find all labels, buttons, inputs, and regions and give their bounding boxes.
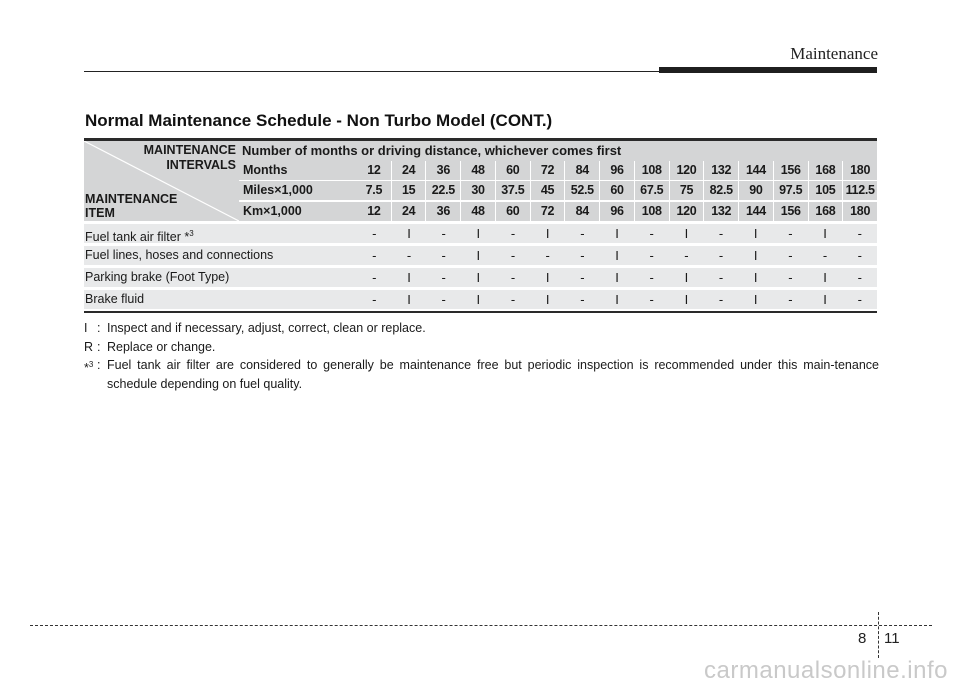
schedule-cell: - [580,292,585,307]
table-row [84,268,877,287]
interval-cell: 144 [738,161,773,180]
interval-cell: 36 [425,161,460,180]
schedule-cell: - [372,292,377,307]
interval-cell: 36 [425,202,460,221]
schedule-cell: - [545,248,550,263]
schedule-cell: I [545,270,550,285]
corner-intervals-line2: INTERVALS [166,158,236,172]
maintenance-item-name [84,246,357,265]
row-separator [239,200,877,201]
legend-notes [84,319,879,393]
interval-row [239,202,877,221]
schedule-cell: - [372,270,377,285]
interval-cell: 52.5 [564,181,599,200]
schedule-cell: - [441,270,446,285]
interval-cell: 105 [808,181,843,200]
schedule-cell: - [788,270,793,285]
schedule-cell: I [615,248,619,263]
interval-row [239,161,877,180]
maintenance-item-name [84,268,357,287]
interval-cell: 90 [738,181,773,200]
note-footnote-text: Fuel tank air filter are considered to generally be maintenance free but periodic inspection is recommended under this main-tenance schedule depending on fuel quality. [107,358,879,391]
interval-cell: 48 [460,161,495,180]
note-colon: : [97,358,101,372]
schedule-cell: - [718,292,724,307]
schedule-cell: - [580,270,585,285]
schedule-cell: - [649,226,654,241]
interval-cell: 96 [599,202,634,221]
note-replace-text: Replace or change. [107,339,216,354]
interval-cell: 180 [842,161,877,180]
interval-cell: 120 [669,161,704,180]
page-number: 11 [884,630,900,647]
schedule-cell: I [476,226,481,241]
interval-cell: 30 [460,181,495,200]
interval-cell: 60 [495,202,530,221]
schedule-cell: - [406,248,412,263]
interval-cell: 15 [391,181,426,200]
item-name-text: Brake fluid [85,292,145,306]
note-inspect-key: I [84,321,88,335]
interval-cell: 12 [367,204,381,218]
interval-cell: 97.5 [773,181,808,200]
schedule-cell: - [788,292,793,307]
section-title: Maintenance [790,44,878,63]
footnote-star: * [84,361,89,376]
interval-row-label: Months [243,163,288,177]
interval-cell: 120 [669,202,704,221]
table-row [84,224,877,243]
interval-cell: 144 [738,202,773,221]
interval-header [239,141,877,161]
schedule-cell: - [788,248,793,263]
interval-row [239,181,877,200]
table-row [84,290,877,309]
schedule-cell: - [788,226,793,241]
schedule-cell: I [476,248,481,263]
schedule-cell: - [857,292,862,307]
interval-cell: 180 [842,202,877,221]
footer-dashed-rule [30,625,932,626]
interval-cell: 67.5 [634,181,669,200]
note-footnote-key [84,356,97,393]
corner-item-label [85,192,177,220]
schedule-cell: - [718,248,724,263]
schedule-cell: I [615,226,619,241]
schedule-cell: I [545,226,550,241]
maintenance-item-name [84,224,357,243]
interval-cell: 60 [599,181,634,200]
corner-item-line2: ITEM [85,206,115,220]
schedule-cell: - [372,226,377,241]
page-title: Normal Maintenance Schedule - Non Turbo Model (CONT.) [85,111,553,130]
interval-cell: 22.5 [425,181,460,200]
schedule-cell: I [476,292,481,307]
schedule-cell: - [857,270,862,285]
note-colon: : [97,339,101,354]
note-inspect-text: Inspect and if necessary, adjust, correct, clean or replace. [107,321,426,335]
interval-cell: 108 [634,202,669,221]
schedule-cell: - [649,248,654,263]
interval-cell: 82.5 [703,181,738,200]
interval-cell: 156 [773,161,808,180]
schedule-cell: I [407,226,411,241]
interval-cell: 24 [391,161,426,180]
item-name-text: Fuel tank air filter * [85,230,190,245]
schedule-cell: I [753,248,758,263]
interval-row-label: Miles×1,000 [243,183,313,197]
schedule-cell: - [441,226,446,241]
schedule-cell: - [822,248,828,263]
interval-cell: 60 [495,161,530,180]
schedule-cell: I [615,292,619,307]
watermark: carmanualsonline.info [704,657,948,684]
interval-row-label: Km×1,000 [243,204,302,218]
note-footnote-3 [84,356,879,393]
interval-cell: 112.5 [842,181,877,200]
table-row [84,246,877,265]
schedule-cell: - [649,292,654,307]
interval-cell: 168 [808,202,843,221]
item-name-text: Parking brake (Foot Type) [85,270,230,284]
schedule-cell: - [441,292,446,307]
note-inspect [84,319,879,338]
interval-cell: 45 [530,181,565,200]
schedule-cell: I [753,226,758,241]
schedule-cell: - [441,248,446,263]
maintenance-item-name [84,290,357,309]
interval-cell: 7.5 [365,183,383,197]
interval-cell: 156 [773,202,808,221]
note-colon: : [97,321,101,335]
interval-cell: 37.5 [495,181,530,200]
interval-cell: 84 [564,202,599,221]
interval-cell: 75 [669,181,704,200]
interval-cell: 84 [564,161,599,180]
schedule-cell: - [718,226,724,241]
schedule-cell: I [823,292,827,307]
interval-cell: 72 [530,161,565,180]
schedule-cell: - [684,248,689,263]
schedule-cell: I [615,270,619,285]
schedule-cell: I [684,292,689,307]
corner-item-line1: MAINTENANCE [85,192,178,206]
note-replace [84,338,879,357]
footnote-sup: 3 [88,360,94,369]
schedule-cell: I [753,292,758,307]
schedule-cell: I [407,270,411,285]
table-corner-header [84,141,239,221]
schedule-cell: - [580,226,585,241]
schedule-cell: I [823,226,827,241]
chapter-number: 8 [858,630,867,647]
interval-cell: 24 [391,202,426,221]
item-footnote-sup: 3 [189,229,194,238]
schedule-cell: I [407,292,411,307]
note-replace-key: R [84,339,94,354]
schedule-cell: - [510,270,516,285]
footer-dashed-divider [878,612,879,658]
interval-cell: 108 [634,161,669,180]
schedule-cell: I [684,226,689,241]
schedule-cell: - [857,226,862,241]
header-bar [659,67,877,73]
schedule-cell: - [510,226,516,241]
interval-cell: 132 [703,202,738,221]
interval-cell: 12 [367,163,381,177]
schedule-cell: I [545,292,550,307]
table-bottom-rule [84,311,877,313]
corner-intervals-label [144,143,236,173]
interval-cell: 72 [530,202,565,221]
interval-cell: 132 [703,161,738,180]
schedule-cell: - [510,292,516,307]
item-name-text: Fuel lines, hoses and connections [85,248,274,262]
schedule-cell: I [753,270,758,285]
schedule-cell: I [684,270,689,285]
schedule-cell: - [510,248,516,263]
interval-cell: 96 [599,161,634,180]
schedule-cell: - [857,248,862,263]
interval-cell: 48 [460,202,495,221]
schedule-cell: - [649,270,654,285]
header-rule [84,71,661,72]
interval-header-text: Number of months or driving distance, whichever comes first [242,143,622,158]
schedule-cell: - [718,270,724,285]
schedule-cell: I [476,270,481,285]
schedule-cell: I [823,270,827,285]
schedule-cell: - [372,248,377,263]
interval-cell: 168 [808,161,843,180]
corner-intervals-line1: MAINTENANCE [143,143,236,157]
schedule-cell: - [580,248,585,263]
